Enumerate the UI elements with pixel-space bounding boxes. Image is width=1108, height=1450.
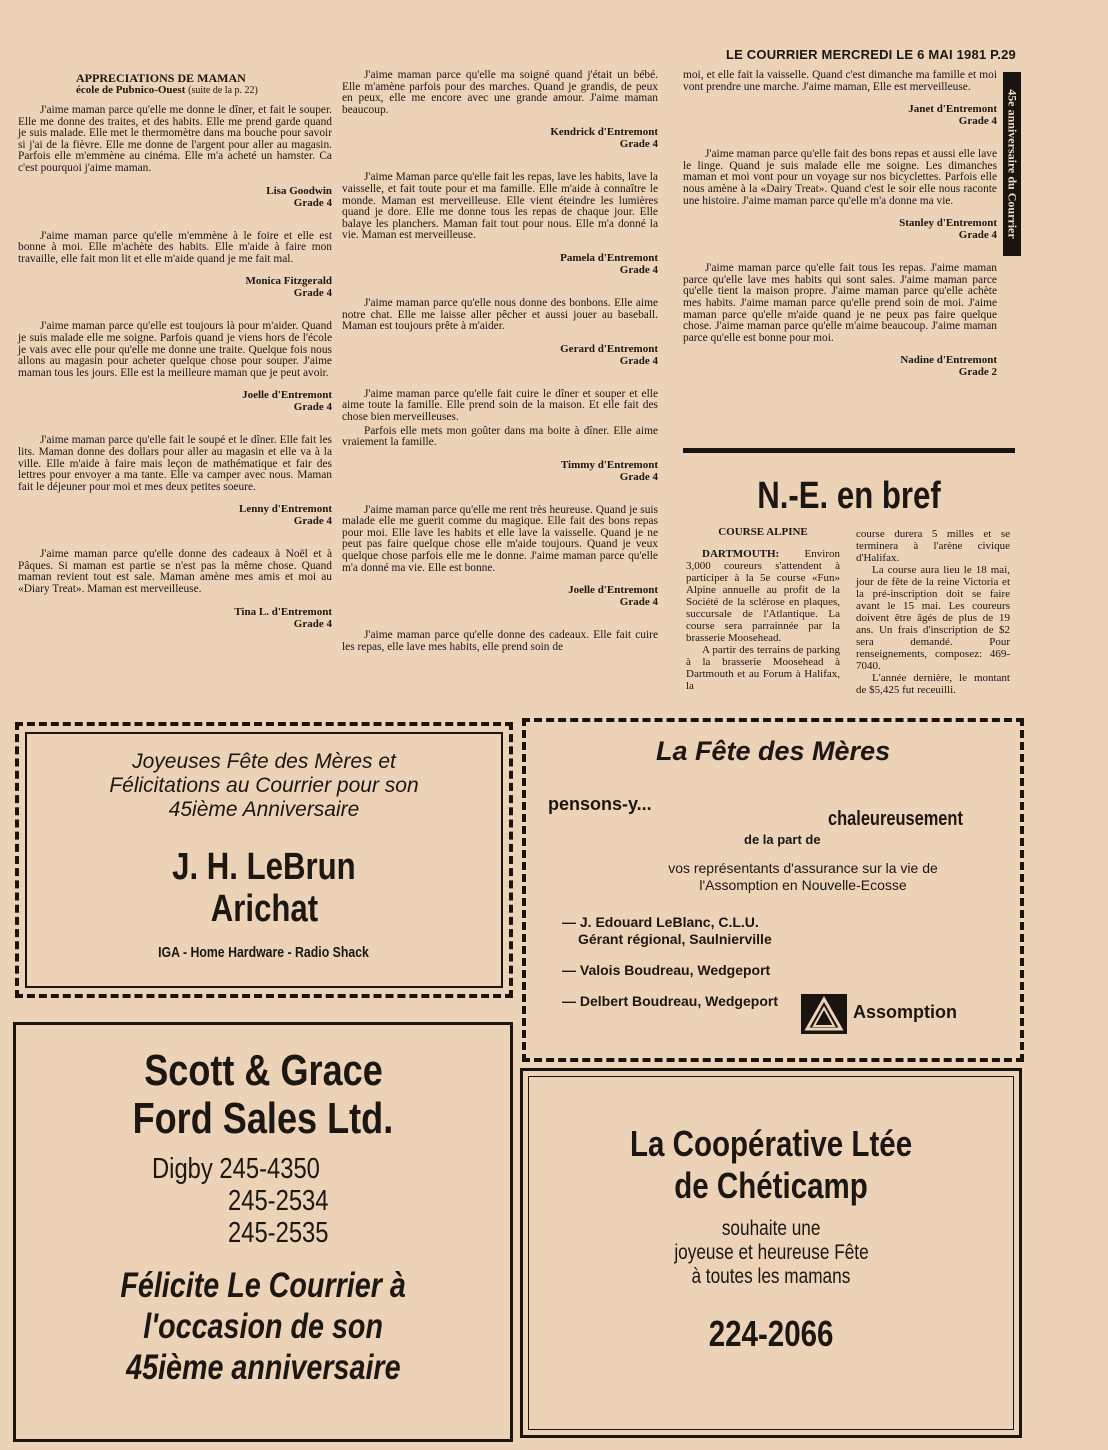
signature-name: Timmy d'Entremont [560, 458, 658, 471]
brief-right-column [856, 528, 1010, 696]
ad-lebrun-line3: 45ième Anniversaire [168, 798, 360, 821]
ad-coop-msg1: souhaite une [721, 1217, 821, 1240]
letter-signature [18, 389, 332, 413]
signature-name: Stanley d'Entremont [899, 217, 997, 230]
signature-name: Lisa Goodwin [266, 184, 332, 197]
article-subtitle: école de Pubnico-Ouest (suite de la p. 22) [76, 84, 258, 96]
signature-grade: Grade 4 [958, 229, 997, 242]
letter-signature [18, 185, 332, 209]
ad-coop-msg3: à toutes les mamans [691, 1265, 851, 1288]
ad-ford-phone1: Digby 245-4350 [152, 1153, 320, 1185]
signature-grade: Grade 4 [958, 115, 997, 128]
letter-signature [342, 126, 658, 150]
letter-text: J'aime maman parce qu'elle fait cuire le dîner et souper et elle aime toute la famille. Elle prend soin de la maison. Et elle fait des chose bien merveilleuses. [342, 387, 658, 423]
ad-assomption-chaleur: chaleureusement [828, 808, 963, 830]
brief-text-1: DARTMOUTH: Environ 3,000 coureurs s'attendent à participer à la 5e course «Fun» Alpine annuelle au profit de la Société de la sclérose en plaques, succursale de l'Atlantique. La course sera parrainnée par la brasserie Moosehead. [686, 548, 840, 644]
signature-grade: Grade 4 [293, 196, 332, 209]
signature-grade: Grade 4 [619, 596, 658, 609]
ad-coop-phone: 224-2066 [708, 1313, 834, 1354]
column-2 [342, 70, 658, 655]
signature-grade: Grade 4 [619, 263, 658, 276]
signature-grade: Grade 2 [958, 366, 997, 379]
ad-coop-name2: de Chéticamp [674, 1165, 868, 1206]
section-divider [683, 448, 1015, 453]
letter-text: J'aime Maman parce qu'elle fait les repas, lave les habits, lave la vaisselle, et fait toute pour et ma famille. Elle m'aide à connaître le monde. Maman est merveilleuse. Elle vient éteindre les lumières quand je dore. Elle me donne tous les repas de chaque jour. Elle balaye les planchers. Maman fait tout pour nous. Elle m'a donné la vie. Maman est merveilleuse. [342, 171, 658, 242]
ad-assomption-title: La Fête des Mères [656, 736, 891, 766]
brief-title: N.-E. en bref [757, 475, 941, 517]
anniversary-banner: 45e anniversaire du Courrier [1003, 72, 1021, 256]
signature-name: Kendrick d'Entremont [550, 126, 658, 139]
ad-ford-msg3: 45ième anniversaire [125, 1348, 401, 1387]
brief-text-2: A partir des terrains de parking à la brasserie Moosehead à Dartmouth et au Forum à Halifax, la [686, 644, 840, 692]
ad-assomption-reps1: vos représentants d'assurance sur la vie de [668, 860, 938, 876]
ad-lebrun-stores: IGA - Home Hardware - Radio Shack [158, 944, 370, 961]
ad-assomption-pensons: pensons-y... [548, 794, 652, 814]
ad-assomption-rep3: — Delbert Boudreau, Wedgeport [562, 993, 778, 1009]
letter-text: J'aime maman parce qu'elle fait tous les repas. J'aime maman parce qu'elle lave mes habits qui sont sales. J'aime maman parce qu'elle tient la maison propre. J'aime maman parce qu'elle achète mes habits. J'aime maman parce qu'elle prend soin de moi. J'aime maman parce qu'elle m'aide quand je ne peux pas faire quelque chose. J'aime maman parce qu'elle m'aime beaucoup. J'aime maman parce qu'elle est bonne pour moi. [683, 262, 997, 344]
letter-text: J'aime maman parce qu'elle est toujours là pour m'aider. Quand je suis malade elle me soigne. Parfois quand je viens hors de l'école je vais avec elle pour qu'elle me donne une traite. Quelque fois nous allons au magasin pour acheter quelque chose pour souper. J'aime maman tous les jours. Elle est la meilleure maman que je peut avoir. [18, 320, 332, 379]
letter-signature [683, 217, 997, 241]
signature-grade: Grade 4 [293, 515, 332, 528]
letter-text: J'aime maman parce qu'elle fait le soupé et le dîner. Elle fait les lits. Maman donne des dollars pour aller au magasin et elle va à la ville. Elle m'aide à faire mais leçon de mathématique et fair des lettres pour envoyer a ma tante. Elle va camper avec nous. Maman fait le déjeuner pour moi et mes deux petites soeure. [18, 434, 332, 493]
letter-text: J'aime maman parce qu'elle donne des cadeaux à Noël et à Pâques. Si maman est partie se n'est pas la même chose. Quand maman revient tout est sale. Maman amène mes amis et moi au «Diary Treat». Maman est merveilleuse. [18, 548, 332, 596]
signature-grade: Grade 4 [293, 401, 332, 414]
ad-assomption-rep1: — J. Edouard LeBlanc, C.L.U. [562, 914, 759, 930]
ad-ford-name2: Ford Sales Ltd. [132, 1094, 394, 1143]
letter-text: J'aime maman parce qu'elle me donne le dîner, et fait le souper. Elle me donne des traites, et des habits. Elle me prend garde quand je suis malade. Elle met le thermomètre dans ma bouche pour savoir si j'ai de la fièvre. Elle me donne de l'argent pour aller au magasin. Parfois elle m'emmène au cinéma. Elle m'a acheté un hamster. Ca c'est pourquoi j'aime maman. [18, 104, 332, 174]
ad-lebrun-place: Arichat [210, 888, 318, 930]
letter-text: moi, et elle fait la vaisselle. Quand c'est dimanche ma famille et moi vont prendre une marche. J'aime maman, Elle est merveilleuse. [683, 69, 997, 93]
brief-text-3: course durera 5 milles et se terminera à l'arène civique d'Halifax. [856, 528, 1010, 564]
assomption-logo-icon [801, 994, 847, 1034]
letter-signature [683, 354, 997, 378]
ad-coop [520, 1068, 1022, 1438]
article-title: APPRECIATIONS DE MAMAN [76, 71, 246, 85]
ad-ford-phone2: 245-2534 [228, 1185, 329, 1217]
signature-grade: Grade 4 [293, 287, 332, 300]
letter-text: J'aime maman parce qu'elle fait des bons repas et aussi elle lave le linge. Quand je suis malade elle me soigne. Les dimanches maman et moi vont pour un voyage sur nos bicyclettes. Parfois elle nous amène à la «Dairy Treat». Quand c'est le soir elle nous raconte une histoire. J'aime maman parce qu'elle m'a donne ma vie. [683, 148, 997, 207]
signature-grade: Grade 4 [293, 617, 332, 630]
signature-name: Monica Fitzgerald [245, 275, 332, 288]
ad-coop-name1: La Coopérative Ltée [629, 1123, 913, 1164]
letter-text: J'aime maman parce qu'elle donne des cadeaux. Elle fait cuire les repas, elle lave mes habits, elle prend soin de [342, 629, 658, 653]
ad-assomption-logo-text: Assomption [853, 1002, 958, 1022]
signature-name: Gerard d'Entremont [560, 342, 658, 355]
signature-grade: Grade 4 [619, 470, 658, 483]
signature-name: Pamela d'Entremont [560, 251, 658, 264]
letter-text: J'aime maman parce qu'elle m'emmène à le foire et elle est bonne à moi. Elle m'achète des habits. Elle m'aide à faire mon travaille, elle fait mon lit et elle m'aide quand je me fait mal. [18, 229, 332, 265]
letter-signature [342, 343, 658, 367]
signature-name: Joelle d'Entremont [242, 389, 332, 402]
ad-ford [13, 1022, 513, 1442]
signature-name: Lenny d'Entremont [238, 503, 332, 516]
ad-assomption-de-la-part: de la part de [744, 832, 821, 847]
letter-signature [683, 103, 997, 127]
column-1 [18, 72, 332, 652]
signature-name: Nadine d'Entremont [900, 354, 997, 367]
ad-assomption-rep1-title: Gérant régional, Saulnierville [578, 931, 772, 947]
column-3 [683, 70, 997, 400]
ad-coop-msg2: joyeuse et heureuse Fête [673, 1241, 869, 1264]
letter-signature [342, 584, 658, 608]
signature-name: Janet d'Entremont [908, 103, 997, 116]
brief-left-column [686, 526, 840, 692]
ad-ford-msg1: Félicite Le Courrier à [120, 1266, 406, 1305]
letter-signature [18, 503, 332, 527]
ad-ford-msg2: l'occasion de son [143, 1307, 383, 1346]
page-header: LE COURRIER MERCREDI LE 6 MAI 1981 P.29 [725, 47, 1016, 62]
brief-text-4: La course aura lieu le 18 mai, jour de fête de la reine Victoria et la pré-inscription doit se faire avant le 15 mai. Les coureurs doivent être âgés de plus de 19 ans. Un frais d'inscription de $2 sera demandé. Pour renseignements, composez: 469-7040. [856, 564, 1010, 672]
letter-signature [18, 606, 332, 630]
letter-signature [342, 252, 658, 276]
ad-assomption-reps2: l'Assomption en Nouvelle-Ecosse [699, 877, 907, 893]
ad-lebrun [15, 722, 513, 998]
signature-grade: Grade 4 [619, 138, 658, 151]
letter-text: Parfois elle mets mon goûter dans ma boite à dîner. Elle aime vraiement la famille. [342, 424, 658, 449]
signature-name: Joelle d'Entremont [568, 584, 658, 597]
ad-lebrun-line1: Joyeuses Fête des Mères et [132, 750, 396, 773]
letter-text: J'aime maman parce qu'elle ma soigné quand j'était un bébé. Elle m'amène parfois pour des marches. Quand je grandis, de peux en peux, elle me encore avec une grande amour. J'aime maman beaucoup. [342, 69, 658, 116]
letter-text: J'aime maman parce qu'elle me rent très heureuse. Quand je suis malade elle me guerit comme du magique. Elle fait des bons repas pour moi. Elle lave les habits et elle lave la vaisselle. Quand je ne peut pas faire quelque chose elle m'aide toujours. Quand je veux quelque chose parfois elle me le donne. J'aime maman parce qu'elle m'a donné ma vie. Elle est bonne. [342, 503, 658, 574]
letter-signature [18, 275, 332, 299]
ad-ford-name1: Scott & Grace [143, 1046, 383, 1095]
ad-ford-phone3: 245-2535 [228, 1217, 329, 1249]
letter-text: J'aime maman parce qu'elle nous donne des bonbons. Elle aime notre chat. Elle me laisse aller pêcher et aussi jouer au baseball. Maman est toujours prête à m'aider. [342, 296, 658, 333]
brief-text-5: L'année dernière, le montant de $5,425 fut receuilli. [856, 672, 1010, 696]
ad-assomption-rep2: — Valois Boudreau, Wedgeport [562, 962, 771, 978]
ad-lebrun-name: J. H. LeBrun [172, 846, 356, 888]
ad-lebrun-line2: Félicitations au Courrier pour son [109, 774, 419, 797]
signature-name: Tina L. d'Entremont [234, 605, 332, 618]
brief-subhead: COURSE ALPINE [718, 526, 808, 538]
ad-assomption [522, 718, 1024, 1062]
signature-grade: Grade 4 [619, 354, 658, 367]
letter-signature [342, 459, 658, 483]
